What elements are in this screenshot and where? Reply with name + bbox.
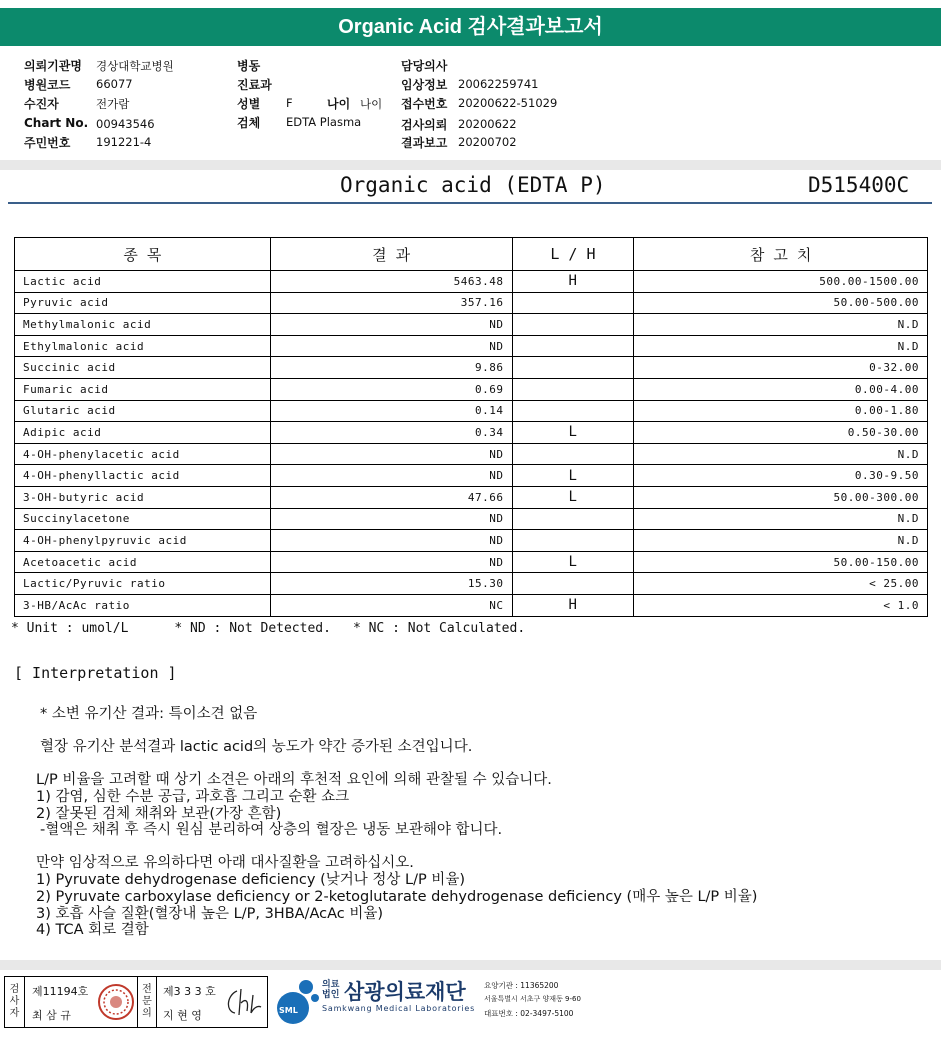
label-resident-no: 주민번호 [24, 136, 71, 150]
test-name-cell: Succinic acid [15, 357, 271, 379]
table-row [15, 357, 928, 379]
table-row [15, 271, 928, 293]
table-row [15, 422, 928, 444]
footer-band [0, 960, 941, 970]
result-cell: 0.69 [270, 378, 512, 400]
value-institution: 경상대학교병원 [96, 59, 174, 73]
flag-cell: L [512, 551, 634, 573]
label-ward: 병동 [237, 59, 261, 73]
label-hospital-code: 병원코드 [24, 78, 71, 92]
note-nd: * ND : Not Detected. [174, 621, 331, 636]
interpretation-heading: [ Interpretation ] [14, 664, 177, 682]
note-unit: * Unit : umol/L [11, 621, 129, 636]
document-code: D515400C [808, 173, 910, 197]
table-row [15, 378, 928, 400]
table-notes [11, 621, 571, 636]
flag-cell: L [512, 465, 634, 487]
value-age: 나이 [360, 97, 383, 111]
table-header-row [15, 238, 928, 271]
flag-cell [512, 508, 634, 530]
table-row [15, 465, 928, 487]
table-row [15, 573, 928, 595]
flag-cell [512, 530, 634, 552]
value-test-request: 20200622 [458, 117, 517, 131]
contact-code: 요양기관 : 11365200 [484, 981, 559, 990]
value-chart-no: 00943546 [96, 117, 155, 131]
interp-line: 4) TCA 회로 결함 [36, 922, 149, 938]
reference-cell: 500.00-1500.00 [634, 271, 928, 293]
test-name-cell: 3-HB/AcAc ratio [15, 594, 271, 616]
flag-cell: H [512, 594, 634, 616]
reference-cell: 0.00-1.80 [634, 400, 928, 422]
separator-band [0, 160, 941, 170]
label-department: 진료과 [237, 78, 272, 92]
reference-cell: N.D [634, 443, 928, 465]
reference-cell: 0-32.00 [634, 357, 928, 379]
test-name-cell: Pyruvic acid [15, 292, 271, 314]
test-name-cell: Ethylmalonic acid [15, 335, 271, 357]
interp-line: 1) Pyruvate dehydrogenase deficiency (낮거나 정상 L/P 비율) [36, 872, 465, 888]
flag-cell [512, 378, 634, 400]
report-title: Organic Acid 검사결과보고서 [0, 8, 941, 46]
label-chart-no: Chart No. [24, 116, 89, 130]
flag-cell [512, 314, 634, 336]
flag-cell [512, 400, 634, 422]
label-receipt-no: 접수번호 [401, 97, 448, 111]
table-row [15, 551, 928, 573]
tester-name: 최 삼 규 [32, 1009, 71, 1022]
test-name-cell: Lactic/Pyruvic ratio [15, 573, 271, 595]
value-specimen: EDTA Plasma [286, 115, 362, 129]
header-result: 결 과 [270, 238, 512, 271]
table-row [15, 443, 928, 465]
report-footer [0, 970, 941, 1040]
value-receipt-no: 20200622-51029 [458, 96, 558, 110]
flag-cell: H [512, 271, 634, 293]
interp-line: 1) 감염, 심한 수분 공급, 과호흡 그리고 순환 쇼크 [36, 789, 350, 805]
reference-cell: < 25.00 [634, 573, 928, 595]
label-test-request: 검사의뢰 [401, 118, 448, 132]
flag-cell [512, 335, 634, 357]
title-underline [8, 202, 932, 204]
label-physician: 담당의사 [401, 59, 448, 73]
test-name-cell: Methylmalonic acid [15, 314, 271, 336]
label-age: 나이 [327, 97, 351, 111]
test-name-cell: Fumaric acid [15, 378, 271, 400]
value-hospital-code: 66077 [96, 77, 133, 91]
reference-cell: 50.00-500.00 [634, 292, 928, 314]
specialist-license: 제3 3 3 호 [163, 985, 216, 998]
table-row [15, 400, 928, 422]
label-sex: 성별 [237, 97, 261, 111]
interp-line: 2) Pyruvate carboxylase deficiency or 2-ketoglutarate dehydrogenase deficiency (매우 높은 L/P 비율) [36, 889, 758, 905]
result-cell: NC [270, 594, 512, 616]
table-row [15, 486, 928, 508]
flag-cell [512, 573, 634, 595]
label-clinical-info: 임상정보 [401, 78, 448, 92]
flag-cell: L [512, 422, 634, 444]
reference-cell: 50.00-300.00 [634, 486, 928, 508]
table-row [15, 594, 928, 616]
role-tester: 검사자 [5, 977, 25, 1027]
table-row [15, 292, 928, 314]
interp-line: -혈액은 채취 후 즉시 원심 분리하여 상층의 혈장은 냉동 보관해야 합니다. [40, 822, 503, 838]
reference-cell: < 1.0 [634, 594, 928, 616]
value-sex: F [286, 96, 293, 110]
label-result-report: 결과보고 [401, 136, 448, 150]
table-row [15, 530, 928, 552]
test-name-cell: Acetoacetic acid [15, 551, 271, 573]
test-name-cell: Adipic acid [15, 422, 271, 444]
table-row [15, 335, 928, 357]
patient-info-panel [0, 54, 941, 166]
header-item: 종 목 [15, 238, 271, 271]
interp-line: 혈장 유기산 분석결과 lactic acid의 농도가 약간 증가된 소견입니다. [40, 739, 473, 755]
interp-line: * 소변 유기산 결과: 특이소견 없음 [40, 706, 258, 722]
flag-cell [512, 292, 634, 314]
table-row [15, 508, 928, 530]
result-cell: ND [270, 508, 512, 530]
reference-cell: 0.50-30.00 [634, 422, 928, 444]
header-lh: L / H [512, 238, 634, 271]
seal-stamp-icon [97, 983, 135, 1021]
value-result-report: 20200702 [458, 135, 517, 149]
note-nc: * NC : Not Calculated. [352, 621, 526, 636]
signature-icon [223, 985, 263, 1021]
reference-cell: 50.00-150.00 [634, 551, 928, 573]
contact-address: 서울특별시 서초구 양재동 9-60 [484, 995, 581, 1003]
result-cell: ND [270, 335, 512, 357]
org-name: 삼광의료재단 [344, 980, 466, 1004]
tester-license: 제11194호 [32, 985, 89, 998]
result-cell: ND [270, 551, 512, 573]
table-row [15, 314, 928, 336]
test-name-cell: 4-OH-phenylacetic acid [15, 443, 271, 465]
flag-cell [512, 357, 634, 379]
reference-cell: N.D [634, 314, 928, 336]
logo-text: SML [279, 1006, 298, 1015]
reference-cell: N.D [634, 530, 928, 552]
interp-line: 만약 임상적으로 유의하다면 아래 대사질환을 고려하십시오. [36, 855, 414, 871]
flag-cell: L [512, 486, 634, 508]
document-title: Organic acid (EDTA P) [340, 173, 606, 197]
result-cell: 5463.48 [270, 271, 512, 293]
interp-line: 3) 호흡 사슬 질환(혈장내 높은 L/P, 3HBA/AcAc 비율) [36, 906, 384, 922]
label-institution: 의뢰기관명 [24, 59, 82, 73]
value-patient: 전가람 [96, 97, 130, 111]
results-table [14, 237, 928, 617]
role-specialist: 전문의 [137, 977, 157, 1027]
value-clinical-info: 20062259741 [458, 77, 539, 91]
header-reference: 참 고 치 [634, 238, 928, 271]
result-cell: 0.14 [270, 400, 512, 422]
test-name-cell: 4-OH-phenylpyruvic acid [15, 530, 271, 552]
test-name-cell: 3-OH-butyric acid [15, 486, 271, 508]
reference-cell: N.D [634, 335, 928, 357]
label-patient: 수진자 [24, 97, 59, 111]
reference-cell: N.D [634, 508, 928, 530]
result-cell: 0.34 [270, 422, 512, 444]
signature-box [4, 976, 268, 1028]
flag-cell [512, 443, 634, 465]
result-cell: 357.16 [270, 292, 512, 314]
result-cell: ND [270, 314, 512, 336]
interp-line: L/P 비율을 고려할 때 상기 소견은 아래의 후천적 요인에 의해 관찰될 수 있습니다. [36, 772, 552, 788]
contact-phone: 대표번호 : 02-3497-5100 [484, 1009, 574, 1018]
specialist-name: 지 현 영 [163, 1009, 202, 1022]
test-name-cell: Succinylacetone [15, 508, 271, 530]
reference-cell: 0.00-4.00 [634, 378, 928, 400]
result-cell: ND [270, 443, 512, 465]
org-prefix: 의료법인 [322, 980, 340, 1000]
test-name-cell: Lactic acid [15, 271, 271, 293]
result-cell: ND [270, 530, 512, 552]
org-english-name: Samkwang Medical Laboratories [322, 1004, 476, 1013]
result-cell: 15.30 [270, 573, 512, 595]
result-cell: ND [270, 465, 512, 487]
value-resident-no: 191221-4 [96, 135, 152, 149]
sml-logo-icon [271, 976, 319, 1026]
label-specimen: 검체 [237, 116, 261, 130]
interp-line: 2) 잘못된 검체 채취와 보관(가장 흔함) [36, 806, 282, 822]
result-cell: 47.66 [270, 486, 512, 508]
result-cell: 9.86 [270, 357, 512, 379]
test-name-cell: 4-OH-phenyllactic acid [15, 465, 271, 487]
test-name-cell: Glutaric acid [15, 400, 271, 422]
reference-cell: 0.30-9.50 [634, 465, 928, 487]
